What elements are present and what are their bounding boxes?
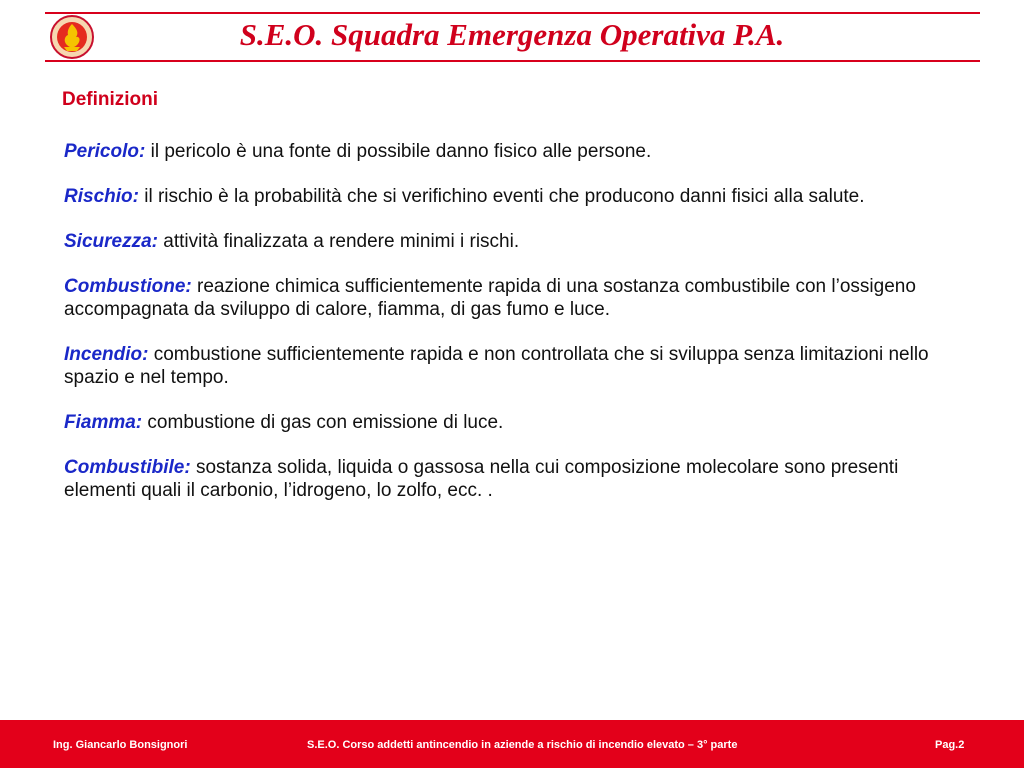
header-title: S.E.O. Squadra Emergenza Operativa P.A. (239, 17, 785, 52)
definition-term: Pericolo: (64, 141, 146, 162)
definition-text: combustione di gas con emissione di luce. (147, 412, 504, 433)
definition-text: attività finalizzata a rendere minimi i rischi. (163, 231, 520, 252)
definition-text: il rischio è la probabilità che si verifichino eventi che producono danni fisici alla salute. (144, 186, 865, 207)
definition-combustione (64, 275, 964, 321)
definition-text: reazione chimica sufficientemente rapida di una sostanza combustibile con l’ossigeno accompagnata da sviluppo di calore, fiamma, di gas fumo e luce. (64, 276, 916, 320)
definition-term: Combustione: (64, 276, 192, 297)
definition-pericolo (64, 140, 964, 163)
definition-term: Incendio: (64, 344, 149, 365)
definition-term: Fiamma: (64, 412, 143, 433)
definition-fiamma (64, 411, 964, 434)
header-bottom-rule (45, 60, 980, 62)
definition-term: Combustibile: (64, 457, 191, 478)
definition-sicurezza (64, 230, 964, 253)
footer-course-title: S.E.O. Corso addetti antincendio in aziende a rischio di incendio elevato – 3° parte (307, 739, 738, 751)
section-title: Definizioni (62, 89, 159, 110)
header-top-rule (45, 12, 980, 14)
footer-author: Ing. Giancarlo Bonsignori (53, 739, 188, 751)
footer-page-number: Pag.2 (935, 739, 965, 751)
definition-text: combustione sufficientemente rapida e non controllata che si sviluppa senza limitazioni nello spazio e nel tempo. (64, 344, 929, 388)
definition-term: Sicurezza: (64, 231, 158, 252)
definition-text: sostanza solida, liquida o gassosa nella cui composizione molecolare sono presenti elementi quali il carbonio, l’idrogeno, lo zolfo, ecc. . (64, 457, 899, 501)
definition-combustibile (64, 456, 964, 502)
definition-text: il pericolo è una fonte di possibile danno fisico alle persone. (150, 141, 652, 162)
definitions-list (64, 140, 964, 524)
definition-rischio (64, 185, 964, 208)
definition-term: Rischio: (64, 186, 139, 207)
definition-incendio (64, 343, 964, 389)
footer-bar (0, 720, 1024, 768)
